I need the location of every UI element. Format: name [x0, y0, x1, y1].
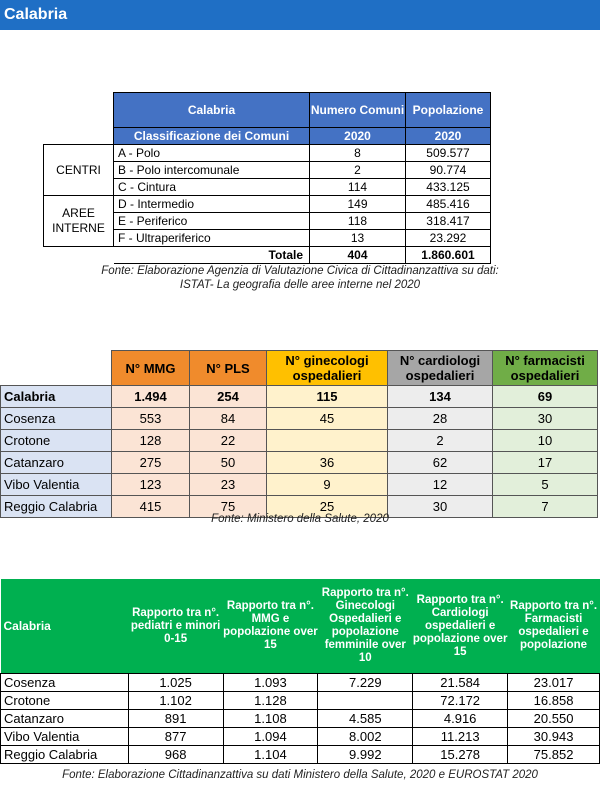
total-row	[44, 247, 491, 264]
row-ginecologi: 9	[267, 474, 388, 496]
t2-header-mmg: N° MMG	[112, 351, 190, 386]
row-cardiologi: 4.916	[413, 710, 508, 728]
table3-source: Fonte: Elaborazione Cittadinanzattiva su dati Ministero della Salute, 2020 e EUROSTAT 2020	[62, 769, 538, 781]
row-mmg: 123	[112, 474, 190, 496]
row-farmacisti: 10	[493, 430, 598, 452]
personale-sanitario-table	[0, 350, 598, 518]
row-name: Vibo Valentia	[1, 728, 129, 746]
row-ginecologi: 7.229	[318, 674, 413, 692]
row-farmacisti: 17	[493, 452, 598, 474]
row-farmacisti: 5	[493, 474, 598, 496]
row-farmacisti: 20.550	[508, 710, 600, 728]
row-mmg: 128	[112, 430, 190, 452]
row-cardiologi: 134	[388, 386, 493, 408]
row-pediatri: 1.102	[128, 692, 223, 710]
row-name: Crotone	[1, 430, 112, 452]
row-farmacisti: 7	[493, 496, 598, 518]
row-cardiologi: 15.278	[413, 746, 508, 764]
t3-header-mmg: Rapporto tra n°. MMG e popolazione over 15	[223, 579, 318, 674]
group-aree-interne: AREE INTERNE	[44, 196, 114, 247]
row-name: Crotone	[1, 692, 129, 710]
table1-source	[40, 264, 560, 292]
source-line-2: ISTAT- La geografia delle aree interne nel 2020	[179, 279, 421, 291]
row-popolazione: 23.292	[406, 230, 491, 247]
row-farmacisti: 30	[493, 408, 598, 430]
row-label: A - Polo	[114, 145, 310, 162]
row-pediatri: 877	[128, 728, 223, 746]
t1-subheader-year-pop: 2020	[406, 128, 491, 145]
t3-header-farmacisti: Rapporto tra n°. Farmacisti ospedalieri e popolazione	[508, 579, 600, 674]
row-pls: 84	[190, 408, 267, 430]
row-mmg: 275	[112, 452, 190, 474]
table-row	[1, 386, 598, 408]
row-mmg: 1.494	[112, 386, 190, 408]
t1-header-region: Calabria	[114, 93, 310, 128]
row-popolazione: 318.417	[406, 213, 491, 230]
row-label: E - Periferico	[114, 213, 310, 230]
total-comuni: 404	[310, 247, 406, 264]
table-row	[44, 145, 491, 162]
row-name: Cosenza	[1, 674, 129, 692]
row-comuni: 118	[310, 213, 406, 230]
row-cardiologi: 30	[388, 496, 493, 518]
table-row	[1, 674, 600, 692]
row-pediatri: 1.025	[128, 674, 223, 692]
row-mmg: 1.094	[223, 728, 318, 746]
row-popolazione: 90.774	[406, 162, 491, 179]
t1-header-popolazione: Popolazione	[406, 93, 491, 128]
table-row	[1, 408, 598, 430]
row-popolazione: 433.125	[406, 179, 491, 196]
t3-header-ginecologi: Rapporto tra n°. Ginecologi Ospedalieri e popolazione femminile over 10	[318, 579, 413, 674]
empty-corner-2	[44, 128, 114, 145]
row-popolazione: 485.416	[406, 196, 491, 213]
row-label: F - Ultraperiferico	[114, 230, 310, 247]
row-cardiologi: 2	[388, 430, 493, 452]
t1-header-comuni: Numero Comuni	[310, 93, 406, 128]
comuni-classification-table	[43, 92, 491, 264]
row-mmg: 415	[112, 496, 190, 518]
row-farmacisti: 30.943	[508, 728, 600, 746]
row-mmg: 1.128	[223, 692, 318, 710]
row-ginecologi: 4.585	[318, 710, 413, 728]
row-pls: 75	[190, 496, 267, 518]
table-row	[1, 710, 600, 728]
source-line-1: Fonte: Elaborazione Agenzia di Valutazione Civica di Cittadinanzattiva su dati:	[101, 265, 499, 277]
row-comuni: 8	[310, 145, 406, 162]
row-cardiologi: 12	[388, 474, 493, 496]
row-name: Vibo Valentia	[1, 474, 112, 496]
row-ginecologi	[318, 692, 413, 710]
row-mmg: 1.104	[223, 746, 318, 764]
row-comuni: 13	[310, 230, 406, 247]
rapporti-table	[0, 579, 600, 764]
row-name: Reggio Calabria	[1, 496, 112, 518]
row-comuni: 149	[310, 196, 406, 213]
row-cardiologi: 62	[388, 452, 493, 474]
row-cardiologi: 72.172	[413, 692, 508, 710]
table-row	[1, 452, 598, 474]
row-comuni: 114	[310, 179, 406, 196]
table2-source: Fonte: Ministero della Salute, 2020	[211, 513, 389, 525]
t2-header-ginecologi: N° ginecologi ospedalieri	[267, 351, 388, 386]
t1-subheader-label: Classificazione dei Comuni	[114, 128, 310, 145]
row-farmacisti: 75.852	[508, 746, 600, 764]
table-row	[1, 746, 600, 764]
row-cardiologi: 21.584	[413, 674, 508, 692]
row-pls: 23	[190, 474, 267, 496]
row-cardiologi: 11.213	[413, 728, 508, 746]
group-centri: CENTRI	[44, 145, 114, 196]
row-popolazione: 509.577	[406, 145, 491, 162]
row-ginecologi: 36	[267, 452, 388, 474]
table-row	[44, 196, 491, 213]
t2-header-farmacisti: N° farmacisti ospedalieri	[493, 351, 598, 386]
row-ginecologi	[267, 430, 388, 452]
row-farmacisti: 16.858	[508, 692, 600, 710]
page-banner	[0, 0, 600, 30]
row-pls: 254	[190, 386, 267, 408]
row-ginecologi: 8.002	[318, 728, 413, 746]
row-name: Cosenza	[1, 408, 112, 430]
t2-header-pls: N° PLS	[190, 351, 267, 386]
t3-header-region: Calabria	[1, 579, 129, 674]
row-label: D - Intermedio	[114, 196, 310, 213]
row-cardiologi: 28	[388, 408, 493, 430]
t1-subheader-year-comuni: 2020	[310, 128, 406, 145]
row-ginecologi: 25	[267, 496, 388, 518]
total-label: Totale	[114, 247, 310, 264]
row-ginecologi: 45	[267, 408, 388, 430]
t2-header-cardiologi: N° cardiologi ospedalieri	[388, 351, 493, 386]
table-row	[1, 728, 600, 746]
empty-corner	[44, 93, 114, 128]
empty-total-left	[44, 247, 114, 264]
table-row	[1, 474, 598, 496]
table-row	[1, 430, 598, 452]
row-name: Reggio Calabria	[1, 746, 129, 764]
row-name: Catanzaro	[1, 452, 112, 474]
row-mmg: 1.093	[223, 674, 318, 692]
row-comuni: 2	[310, 162, 406, 179]
row-ginecologi: 9.992	[318, 746, 413, 764]
row-farmacisti: 23.017	[508, 674, 600, 692]
row-ginecologi: 115	[267, 386, 388, 408]
row-name: Calabria	[1, 386, 112, 408]
row-label: B - Polo intercomunale	[114, 162, 310, 179]
t2-header-empty	[1, 351, 112, 386]
total-popolazione: 1.860.601	[406, 247, 491, 264]
t3-header-cardiologi: Rapporto tra n°. Cardiologi ospedalieri e popolazione over 15	[413, 579, 508, 674]
row-pls: 50	[190, 452, 267, 474]
row-mmg: 553	[112, 408, 190, 430]
row-mmg: 1.108	[223, 710, 318, 728]
t3-header-pediatri: Rapporto tra n°. pediatri e minori 0-15	[128, 579, 223, 674]
row-farmacisti: 69	[493, 386, 598, 408]
row-name: Catanzaro	[1, 710, 129, 728]
row-pediatri: 968	[128, 746, 223, 764]
banner-title: Calabria	[4, 6, 68, 23]
row-label: C - Cintura	[114, 179, 310, 196]
row-pls: 22	[190, 430, 267, 452]
row-pediatri: 891	[128, 710, 223, 728]
table-row	[1, 692, 600, 710]
